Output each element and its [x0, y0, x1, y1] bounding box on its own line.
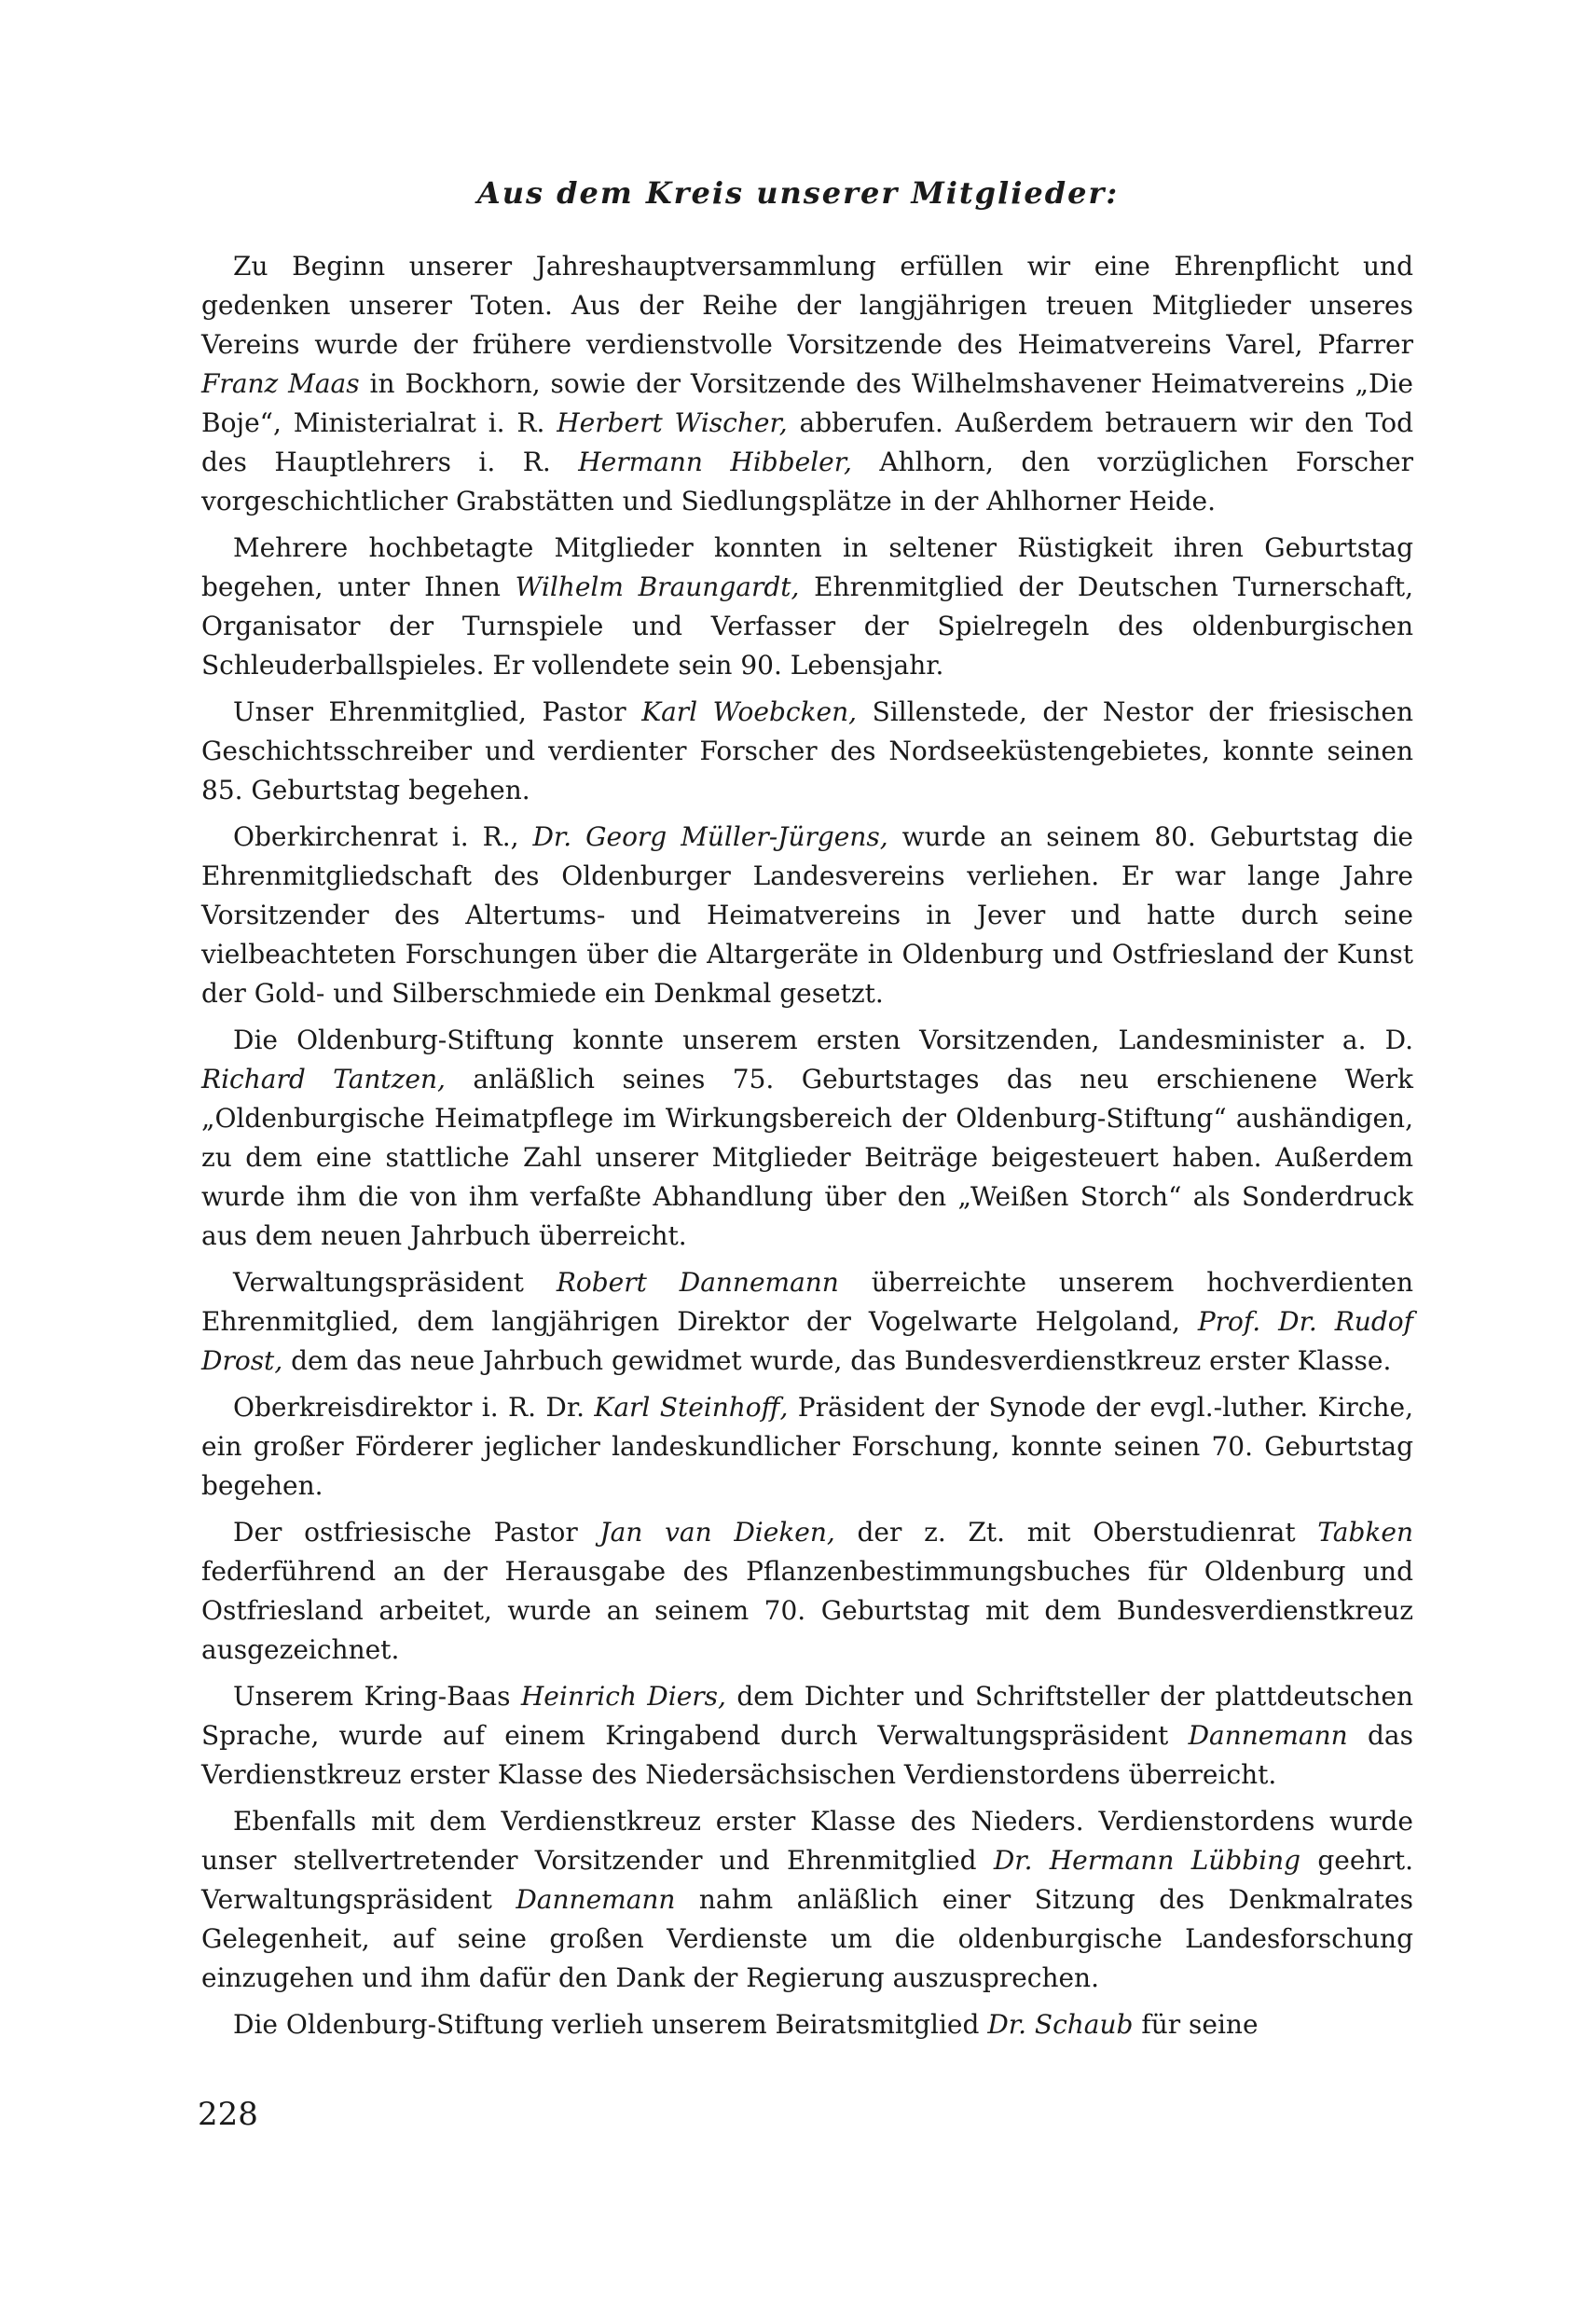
text-run: Mehrere hochbetagte Mitglieder konnten in seltener Rüstigkeit ihren Geburtstag begehen, unter Ihnen	[201, 532, 1413, 602]
italic-name: Dannemann	[1188, 1720, 1348, 1751]
text-run: in Bockhorn, sowie der Vorsitzende des Wilhelmshavener Heimatvereins „Die Boje“, Ministerialrat i. R.	[201, 368, 1414, 438]
text-run: dem Dichter und Schriftsteller der plattdeutschen Sprache, wurde auf einem Kringabend durch Verwaltungspräsident	[201, 1681, 1413, 1751]
text-run: für seine	[1133, 2009, 1259, 2040]
paragraph	[201, 2005, 1413, 2044]
italic-name: Tabken	[1317, 1517, 1413, 1548]
paragraph	[201, 693, 1413, 810]
paragraph	[201, 1802, 1413, 1998]
text-run: Die Oldenburg-Stiftung verlieh unserem Beiratsmitglied	[233, 2009, 988, 2040]
italic-name: Herbert Wischer,	[557, 407, 788, 438]
text-run: nahm anläßlich einer Sitzung des Denkmalrates Gelegenheit, auf seine großen Verdienste um die oldenburgische Landesforschung einzugehen und ihm dafür den Dank der Regierung auszusprechen.	[201, 1884, 1413, 1993]
italic-name: Dr. Georg Müller-Jürgens,	[532, 821, 888, 852]
text-run: das Verdienstkreuz erster Klasse des Niedersächsischen Verdienstordens überreicht.	[201, 1720, 1413, 1790]
text-run: Präsident der Synode der evgl.-luther. Kirche, ein großer Förderer jeglicher landeskundlicher Forschung, konnte seinen 70. Geburtstag begehen.	[201, 1392, 1413, 1501]
paragraph	[201, 1513, 1413, 1670]
text-run: anläßlich seines 75. Geburtstages das neu erschienene Werk „Oldenburgische Heimatpflege im Wirkungsbereich der Oldenburg-Stiftung“ aushändigen, zu dem eine stattliche Zahl unserer Mitglieder Beiträge beigesteuert haben. Außerdem wurde ihm die von ihm verfaßte Abhandlung über den „Weißen Storch“ als Sonderdruck aus dem neuen Jahrbuch überreicht.	[201, 1064, 1413, 1251]
italic-name: Dannemann	[516, 1884, 676, 1915]
italic-name: Robert Dannemann	[556, 1267, 839, 1298]
paragraph	[201, 529, 1413, 685]
page-number: 228	[198, 2096, 258, 2133]
text-run: überreichte unserem hochverdienten Ehrenmitglied, dem langjährigen Direktor der Vogelwarte Helgoland,	[201, 1267, 1414, 1337]
paragraph	[201, 1021, 1413, 1256]
text-run: Unser Ehrenmitglied, Pastor	[233, 696, 642, 727]
italic-name: Dr. Schaub	[987, 2009, 1134, 2040]
italic-name: Richard Tantzen,	[201, 1064, 446, 1094]
paragraph	[201, 1388, 1413, 1506]
italic-name: Franz Maas	[201, 368, 360, 399]
text-run: Ahlhorn, den vorzüglichen Forscher vorgeschichtlicher Grabstätten und Siedlungsplätze in der Ahlhorner Heide.	[201, 447, 1414, 516]
paragraph	[201, 818, 1413, 1013]
paragraph	[201, 1263, 1413, 1381]
text-run: Die Oldenburg-Stiftung konnte unserem ersten Vorsitzenden, Landesminister a. D.	[233, 1025, 1413, 1055]
text-run: dem das neue Jahrbuch gewidmet wurde, das Bundesverdienstkreuz erster Klasse.	[282, 1345, 1392, 1376]
text-run: Der ostfriesische Pastor	[233, 1517, 600, 1548]
text-run: Sillenstede, der Nestor der friesischen Geschichtsschreiber und verdienter Forscher des Nordseeküstengebietes, konnte seinen 85. Geburtstag begehen.	[201, 696, 1414, 805]
italic-name: Hermann Hibbeler,	[578, 447, 852, 477]
text-run: abberufen. Außerdem betrauern wir den Tod des Hauptlehrers i. R.	[201, 407, 1414, 477]
text-run: wurde an seinem 80. Geburtstag die Ehrenmitgliedschaft des Oldenburger Landesvereins verliehen. Er war lange Jahre Vorsitzender des Altertums- und Heimatvereins in Jever und hatte durch seine vielbeachteten Forschungen über die Altargeräte in Oldenburg und Ostfriesland der Kunst der Gold- und Silberschmiede ein Denkmal gesetzt.	[201, 821, 1413, 1009]
paragraph	[201, 1677, 1413, 1795]
text-run: Oberkirchenrat i. R.,	[233, 821, 533, 852]
text-run: Ehrenmitglied der Deutschen Turnerschaft, Organisator der Turnspiele und Verfasser der Spielregeln des oldenburgischen Schleuderballspieles. Er vollendete sein 90. Lebensjahr.	[201, 571, 1413, 681]
italic-name: Heinrich Diers,	[520, 1681, 726, 1712]
text-run: Unserem Kring-Baas	[233, 1681, 521, 1712]
italic-name: Prof. Dr. Rudof Drost,	[201, 1306, 1413, 1376]
italic-name: Dr. Hermann Lübbing	[993, 1845, 1301, 1876]
body-text	[201, 247, 1413, 2052]
italic-name: Jan van Dieken,	[599, 1517, 835, 1548]
text-run: der z. Zt. mit Oberstudienrat	[834, 1517, 1318, 1548]
text-run: Oberkreisdirektor i. R. Dr.	[233, 1392, 595, 1423]
text-run: Ebenfalls mit dem Verdienstkreuz erster Klasse des Nieders. Verdienstordens wurde unser stellvertretender Vorsitzender und Ehrenmitglied	[201, 1806, 1413, 1876]
text-run: federführend an der Herausgabe des Pflanzenbestimmungsbuches für Oldenburg und Ostfriesland arbeitet, wurde an seinem 70. Geburtstag mit dem Bundesverdienstkreuz ausgezeichnet.	[201, 1556, 1413, 1665]
text-run: geehrt. Verwaltungspräsident	[201, 1845, 1413, 1915]
italic-name: Karl Woebcken,	[641, 696, 858, 727]
section-heading: Aus dem Kreis unserer Mitglieder:	[476, 175, 1120, 211]
text-run: Verwaltungspräsident	[233, 1267, 557, 1298]
paragraph	[201, 247, 1413, 521]
italic-name: Wilhelm Braungardt,	[515, 571, 800, 602]
italic-name: Karl Steinhoff,	[594, 1392, 789, 1423]
text-run: Zu Beginn unserer Jahreshauptversammlung erfüllen wir eine Ehrenpflicht und gedenken unserer Toten. Aus der Reihe der langjährigen treuen Mitglieder unseres Vereins wurde der frühere verdienstvolle Vorsitzende des Heimatvereins Varel, Pfarrer	[201, 251, 1413, 360]
